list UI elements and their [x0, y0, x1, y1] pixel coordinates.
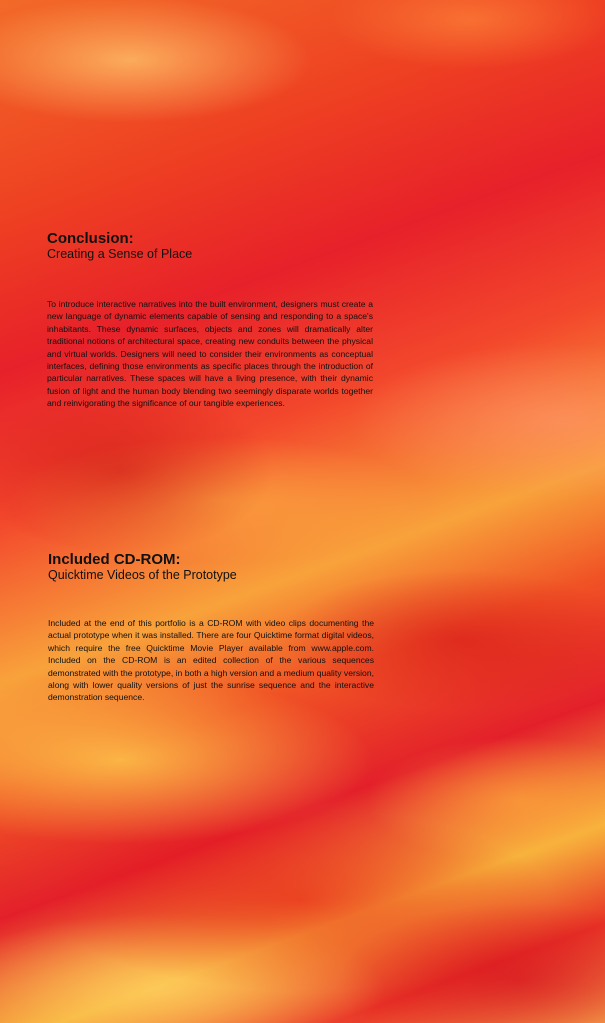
conclusion-title: Conclusion:	[47, 230, 134, 247]
cdrom-title: Included CD-ROM:	[48, 551, 181, 568]
conclusion-section	[47, 230, 373, 410]
cdrom-subtitle: Quicktime Videos of the Prototype	[48, 568, 237, 582]
cdrom-body: Included at the end of this portfolio is a CD-ROM with video clips documenting the actual prototype when it was installed. There are four Quicktime format digital videos, which require the free Quicktime Movie Player available from www.apple.com. Included on the CD-ROM is an edited collection of the various sequences demonstrated with the prototype, in both a high version and a medium quality version, along with lower quality versions of just the sunrise sequence and the interactive demonstration sequence.	[48, 618, 374, 703]
conclusion-body: To introduce interactive narratives into the built environment, designers must create a new language of dynamic elements capable of sensing and responding to a space's inhabitants. These dynamic surfaces, objects and zones will dramatically alter traditional notions of architectural space, creating new conduits between the physical and virtual worlds. Designers will need to consider their environments as conceptual interfaces, defining those environments as specific places through the introduction of particular narratives. These spaces will have a living presence, with their dynamic fusion of light and the human body blending two seemingly disparate worlds together and reinvigorating the significance of our tangible experiences.	[47, 299, 373, 409]
cdrom-section	[48, 551, 374, 704]
conclusion-subtitle: Creating a Sense of Place	[47, 247, 193, 261]
